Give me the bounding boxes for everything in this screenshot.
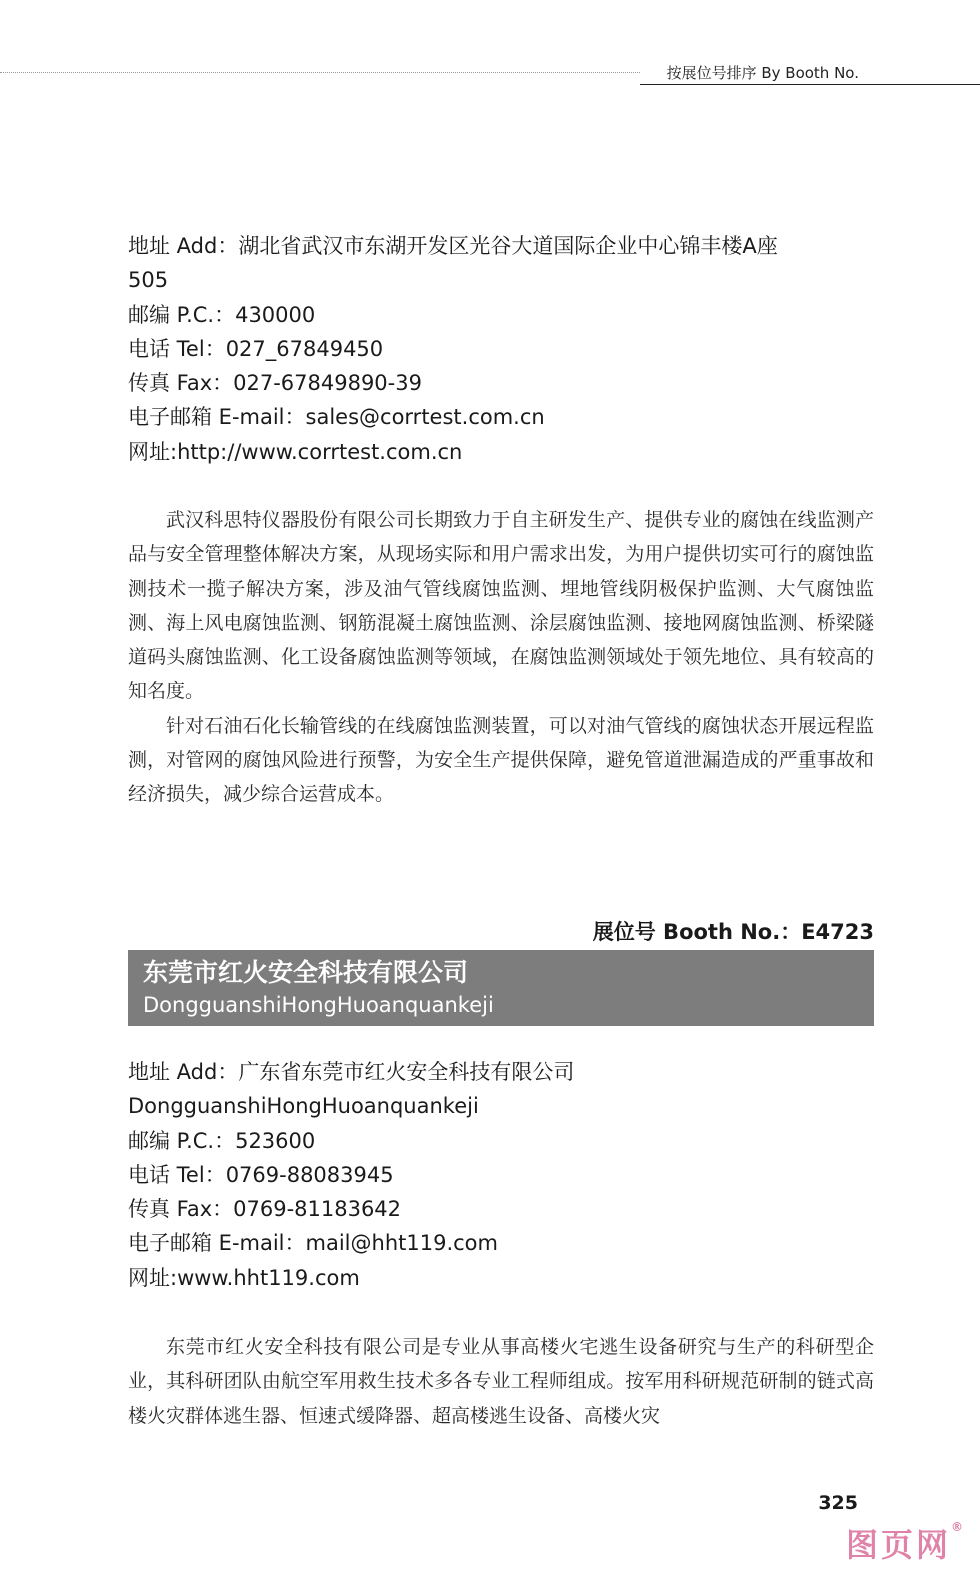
- section-label: 按展位号排序 By Booth No.: [666, 64, 859, 82]
- exhibitor1-paragraph-1: 武汉科思特仪器股份有限公司长期致力于自主研发生产、提供专业的腐蚀在线监测产品与安全管理整体解决方案，从现场实际和用户需求出发，为用户提供切实可行的腐蚀监测技术一揽子解决方案，涉及油气管线腐蚀监测、埋地管线阴极保护监测、大气腐蚀监测、海上风电腐蚀监测、钢筋混凝土腐蚀监测、涂层腐蚀监测、接地网腐蚀监测、桥梁隧道码头腐蚀监测、化工设备腐蚀监测等领域，在腐蚀监测领域处于领先地位、具有较高的知名度。: [128, 509, 874, 703]
- exhibitor2-name-cn: 东莞市红火安全科技有限公司: [143, 958, 469, 987]
- exhibitor2-booth-number: 展位号 Booth No.：E4723: [592, 920, 874, 944]
- header-dotted-rule: [0, 72, 640, 73]
- exhibitor1-address: 地址 Add：湖北省武汉市东湖开发区光谷大道国际企业中心锦丰楼A座: [128, 234, 778, 258]
- exhibitor1-postcode: 邮编 P.C.：430000: [128, 302, 316, 327]
- exhibitor2-paragraph-1: 东莞市红火安全科技有限公司是专业从事高楼火宅逃生设备研究与生产的科研型企业，其科研团队由航空军用救生技术多各专业工程师组成。按军用科研规范研制的链式高楼火灾群体逃生器、恒速式缓降器、超高楼逃生设备、高楼火灾: [128, 1336, 874, 1427]
- exhibitor2-name-banner: [128, 950, 874, 1026]
- exhibitor1-paragraph-2: 针对石油石化长输管线的在线腐蚀监测装置，可以对油气管线的腐蚀状态开展远程监测，对管网的腐蚀风险进行预警，为安全生产提供保障，避免管道泄漏造成的严重事故和经济损失，减少综合运营成本。: [128, 714, 874, 806]
- exhibitor2-email: 电子邮箱 E-mail：mail@hht119.com: [128, 1231, 498, 1256]
- exhibitor1-address-cont: 505: [128, 268, 169, 293]
- exhibitor2-description: [128, 1330, 874, 1433]
- watermark-text: 图页网: [845, 1526, 951, 1564]
- header-solid-rule: [640, 84, 980, 85]
- exhibitor2-tel: 电话 Tel：0769-88083945: [128, 1162, 394, 1187]
- exhibitor1-email: 电子邮箱 E-mail：sales@corrtest.com.cn: [128, 405, 545, 430]
- exhibitor2-name-en: DongguanshiHongHuoanquankeji: [143, 993, 494, 1017]
- exhibitor2-fax: 传真 Fax：0769-81183642: [128, 1197, 402, 1222]
- exhibitor1-contact: [128, 229, 874, 469]
- watermark-logo: [846, 1520, 966, 1566]
- exhibitor2-postcode: 邮编 P.C.：523600: [128, 1128, 316, 1153]
- exhibitor2-address: 地址 Add：广东省东莞市红火安全科技有限公司: [128, 1060, 575, 1084]
- registered-mark-icon: ®: [951, 1520, 966, 1534]
- exhibitor1-tel: 电话 Tel：027_67849450: [128, 336, 384, 361]
- exhibitor2-website: 网址:www.hht119.com: [128, 1265, 360, 1290]
- exhibitor1-fax: 传真 Fax：027-67849890-39: [128, 371, 422, 396]
- exhibitor2-contact: [128, 1055, 874, 1295]
- exhibitor1-website: 网址:http://www.corrtest.com.cn: [128, 439, 463, 464]
- exhibitor2-address-cont: DongguanshiHongHuoanquankeji: [128, 1094, 479, 1119]
- exhibitor1-description: [128, 503, 874, 812]
- page-number: 325: [818, 1492, 858, 1514]
